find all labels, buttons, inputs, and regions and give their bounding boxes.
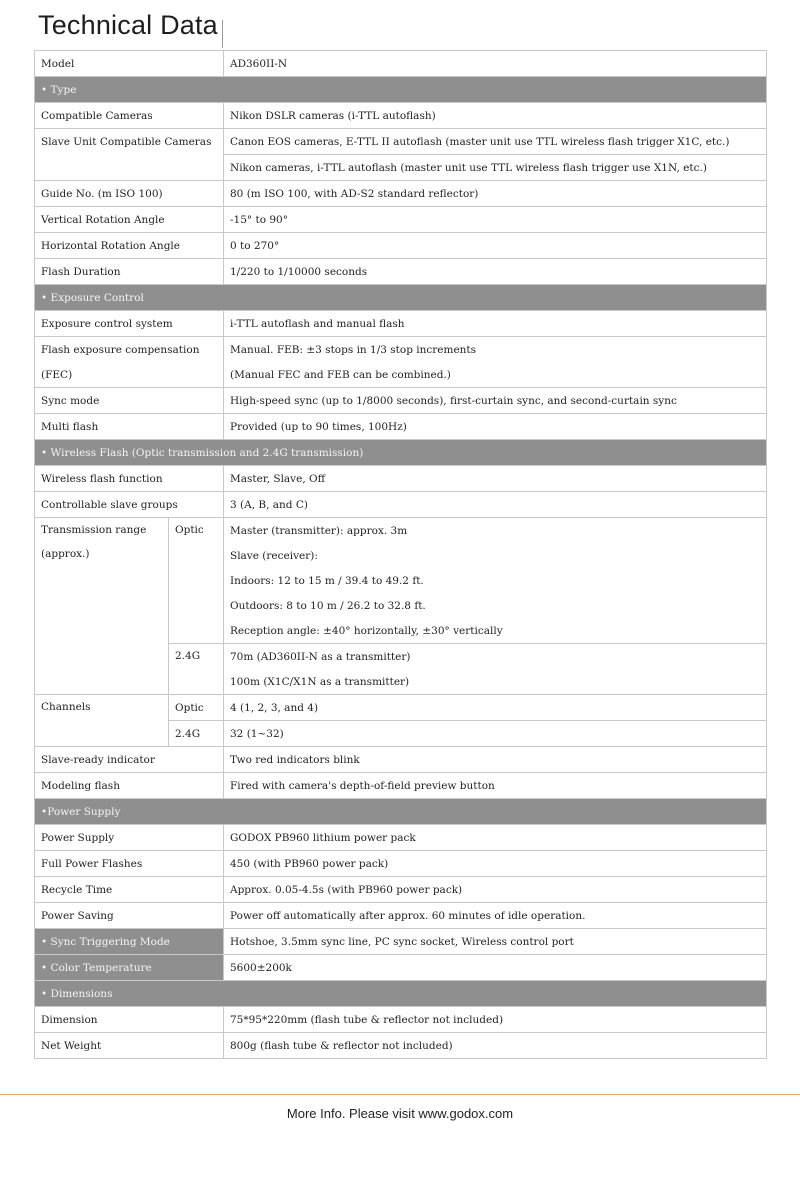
row-label: Modeling flash: [35, 773, 224, 799]
section-header-exposure: [35, 285, 767, 311]
table-row: [35, 466, 767, 492]
row-label: (approx.): [41, 548, 90, 560]
row-label: (FEC): [35, 362, 224, 388]
spec-table: [34, 50, 767, 1059]
row-label: Recycle Time: [35, 877, 224, 903]
table-row: [35, 518, 767, 544]
row-value: Power off automatically after approx. 60 minutes of idle operation.: [224, 903, 767, 929]
table-row: [35, 233, 767, 259]
row-label: Power Saving: [35, 903, 224, 929]
sync-triggering-label: • Sync Triggering Mode: [35, 929, 224, 955]
section-header-wireless: [35, 440, 767, 466]
row-value: 80 (m ISO 100, with AD-S2 standard reflector): [224, 181, 767, 207]
row-label: Compatible Cameras: [35, 103, 224, 129]
row-value: Canon EOS cameras, E-TTL II autoflash (master unit use TTL wireless flash trigger X1C, etc.): [224, 129, 767, 155]
row-value: High-speed sync (up to 1/8000 seconds), first-curtain sync, and second-curtain sync: [224, 388, 767, 414]
g24-label: 2.4G: [169, 721, 224, 747]
table-row: [35, 51, 767, 77]
row-value: 800g (flash tube & reflector not included): [224, 1033, 767, 1059]
row-label: Guide No. (m ISO 100): [35, 181, 224, 207]
section-header-type: [35, 77, 767, 103]
model-value: AD360II-N: [224, 51, 767, 77]
row-value: 5600±200k: [224, 955, 767, 981]
table-row: [35, 747, 767, 773]
section-title: • Dimensions: [35, 981, 767, 1007]
row-label: Sync mode: [35, 388, 224, 414]
row-value: 100m (X1C/X1N as a transmitter): [224, 669, 767, 695]
section-title: • Wireless Flash (Optic transmission and 2.4G transmission): [35, 440, 767, 466]
table-row: [35, 259, 767, 285]
row-label: Wireless flash function: [35, 466, 224, 492]
row-label: Full Power Flashes: [35, 851, 224, 877]
row-value: (Manual FEC and FEB can be combined.): [224, 362, 767, 388]
row-value: i-TTL autoflash and manual flash: [224, 311, 767, 337]
row-label: Multi flash: [35, 414, 224, 440]
table-row: [35, 362, 767, 388]
section-title: •Power Supply: [35, 799, 767, 825]
row-value: Provided (up to 90 times, 100Hz): [224, 414, 767, 440]
optic-label: Optic: [169, 695, 224, 721]
table-row: [35, 492, 767, 518]
footer-text: More Info. Please visit www.godox.com: [286, 1106, 514, 1121]
row-value: 32 (1~32): [224, 721, 767, 747]
row-value: 450 (with PB960 power pack): [224, 851, 767, 877]
row-value: 3 (A, B, and C): [224, 492, 767, 518]
row-value: Indoors: 12 to 15 m / 39.4 to 49.2 ft.: [224, 568, 767, 593]
table-row: [35, 825, 767, 851]
model-label: Model: [35, 51, 224, 77]
row-label-empty: [35, 155, 224, 181]
section-title: • Type: [35, 77, 767, 103]
row-label: Channels: [35, 695, 169, 747]
row-label: Dimension: [35, 1007, 224, 1033]
table-row: [35, 414, 767, 440]
row-value: Manual. FEB: ±3 stops in 1/3 stop increments: [224, 337, 767, 363]
row-value: 1/220 to 1/10000 seconds: [224, 259, 767, 285]
range-label-cell: [35, 518, 169, 695]
row-value: Two red indicators blink: [224, 747, 767, 773]
color-temperature-label: • Color Temperature: [35, 955, 224, 981]
row-value: 75*95*220mm (flash tube & reflector not included): [224, 1007, 767, 1033]
table-row: [35, 155, 767, 181]
table-row: [35, 337, 767, 363]
row-label: Flash Duration: [35, 259, 224, 285]
row-value: GODOX PB960 lithium power pack: [224, 825, 767, 851]
table-row: [35, 129, 767, 155]
section-header-power: [35, 799, 767, 825]
footer-divider: [0, 1094, 800, 1095]
table-row: [35, 903, 767, 929]
row-value: Outdoors: 8 to 10 m / 26.2 to 32.8 ft.: [224, 593, 767, 618]
table-row: [35, 695, 767, 721]
row-value: Reception angle: ±40° horizontally, ±30° vertically: [224, 618, 767, 644]
row-value: -15° to 90°: [224, 207, 767, 233]
table-row: [35, 877, 767, 903]
row-label: Vertical Rotation Angle: [35, 207, 224, 233]
row-value: Fired with camera's depth-of-field preview button: [224, 773, 767, 799]
page-title: Technical Data: [38, 10, 218, 40]
table-row: [35, 1007, 767, 1033]
row-label: Power Supply: [35, 825, 224, 851]
section-title: • Exposure Control: [35, 285, 767, 311]
row-label: Slave Unit Compatible Cameras: [35, 129, 224, 155]
table-row: [35, 388, 767, 414]
row-label: Transmission range: [41, 524, 147, 536]
table-row: [35, 773, 767, 799]
table-row: [35, 929, 767, 955]
section-header-dimensions: [35, 981, 767, 1007]
row-value: Nikon cameras, i-TTL autoflash (master unit use TTL wireless flash trigger use X1N, etc.): [224, 155, 767, 181]
row-label: Flash exposure compensation: [35, 337, 224, 363]
row-value: Master, Slave, Off: [224, 466, 767, 492]
table-row: [35, 851, 767, 877]
row-value: Approx. 0.05-4.5s (with PB960 power pack): [224, 877, 767, 903]
row-value: Nikon DSLR cameras (i-TTL autoflash): [224, 103, 767, 129]
row-label: Slave-ready indicator: [35, 747, 224, 773]
g24-label: 2.4G: [169, 644, 224, 695]
row-value: Master (transmitter): approx. 3m: [224, 518, 767, 544]
table-row: [35, 1033, 767, 1059]
title-divider: [222, 20, 223, 48]
table-row: [35, 103, 767, 129]
row-label: Controllable slave groups: [35, 492, 224, 518]
table-row: [35, 181, 767, 207]
row-value: 70m (AD360II-N as a transmitter): [224, 644, 767, 670]
table-row: [35, 207, 767, 233]
row-value: 4 (1, 2, 3, and 4): [224, 695, 767, 721]
table-row: [35, 955, 767, 981]
row-value: Slave (receiver):: [224, 543, 767, 568]
optic-label: Optic: [169, 518, 224, 644]
row-label: Exposure control system: [35, 311, 224, 337]
table-row: [35, 311, 767, 337]
row-value: Hotshoe, 3.5mm sync line, PC sync socket, Wireless control port: [224, 929, 767, 955]
row-label: Horizontal Rotation Angle: [35, 233, 224, 259]
row-value: 0 to 270°: [224, 233, 767, 259]
row-label: Net Weight: [35, 1033, 224, 1059]
